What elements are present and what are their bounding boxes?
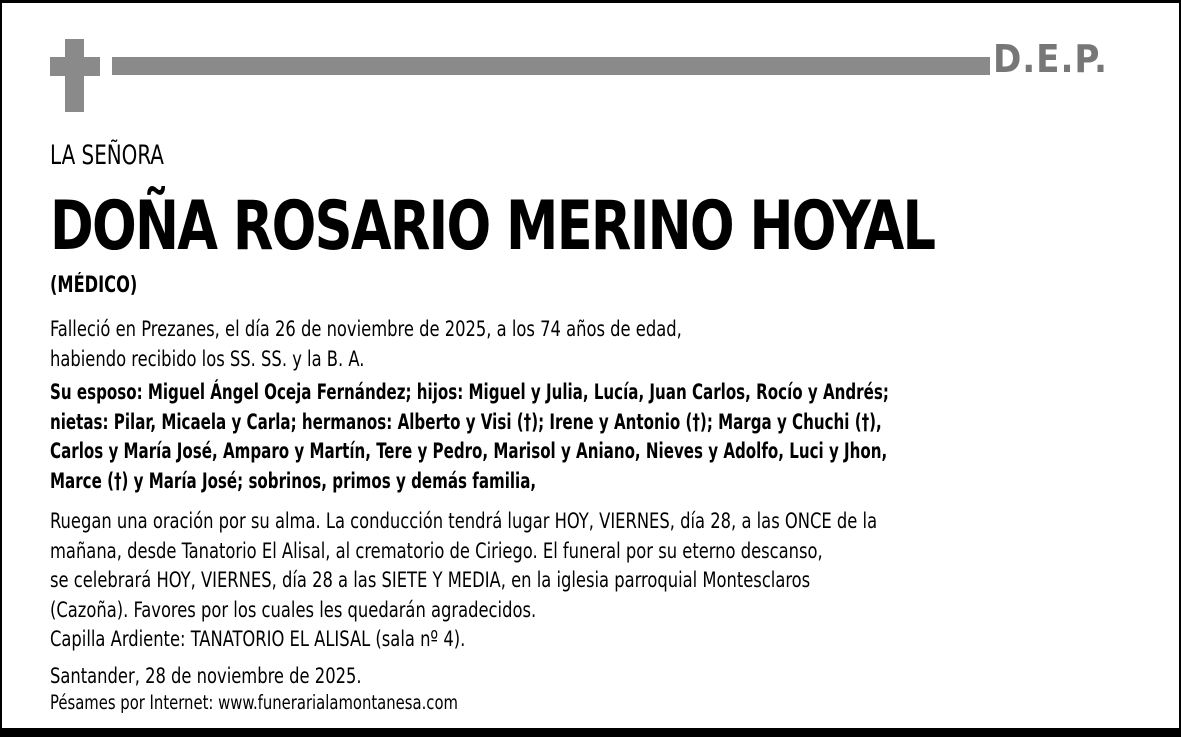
- text-line: Marce (†) y María José; sobrinos, primos y demás familia,: [50, 468, 537, 494]
- text-line: se celebrará HOY, VIERNES, día 28 a las SIETE Y MEDIA, en la iglesia parroquial Montesclaros: [50, 568, 811, 593]
- service-paragraph: [50, 507, 877, 655]
- text-line: habiendo recibido los SS. SS. y la B. A.: [50, 346, 365, 372]
- header-rule: [112, 57, 990, 75]
- text-line: nietas: Pilar, Micaela y Carla; hermanos: Alberto y Visi (†); Irene y Antonio (†); Marga y Chuchi (†),: [50, 409, 882, 435]
- family-paragraph: [50, 378, 889, 496]
- dep-label: D.E.P.: [993, 37, 1108, 81]
- deceased-name: DOÑA ROSARIO MERINO HOYAL: [50, 187, 935, 266]
- text-line: Capilla Ardiente: TANATORIO EL ALISAL (sala nº 4).: [50, 627, 466, 652]
- text-line: Falleció en Prezanes, el día 26 de noviembre de 2025, a los 74 años de edad,: [50, 317, 682, 342]
- text-line: Ruegan una oración por su alma. La conducción tendrá lugar HOY, VIERNES, día 28, a las ONCE de la: [50, 509, 878, 534]
- profession: (MÉDICO): [50, 273, 138, 298]
- text-line: mañana, desde Tanatorio El Alisal, al crematorio de Ciriego. El funeral por su eterno descanso,: [50, 538, 823, 564]
- condolences-link: Pésames por Internet: www.funerarialamontanesa.com: [50, 691, 458, 714]
- text-line: (Cazoña). Favores por los cuales les quedarán agradecidos.: [50, 597, 537, 623]
- cross-icon-arm: [50, 57, 100, 76]
- place-date: Santander, 28 de noviembre de 2025.: [50, 664, 362, 689]
- death-paragraph: [50, 315, 682, 374]
- honorific: LA SEÑORA: [50, 140, 164, 171]
- text-line: Carlos y María José, Amparo y Martín, Tere y Pedro, Marisol y Aniano, Nieves y Adolfo, Luci y Jhon,: [50, 439, 888, 464]
- text-line: Su esposo: Miguel Ángel Oceja Fernández; hijos: Miguel y Julia, Lucía, Juan Carlos, Rocío y Andrés;: [50, 380, 889, 405]
